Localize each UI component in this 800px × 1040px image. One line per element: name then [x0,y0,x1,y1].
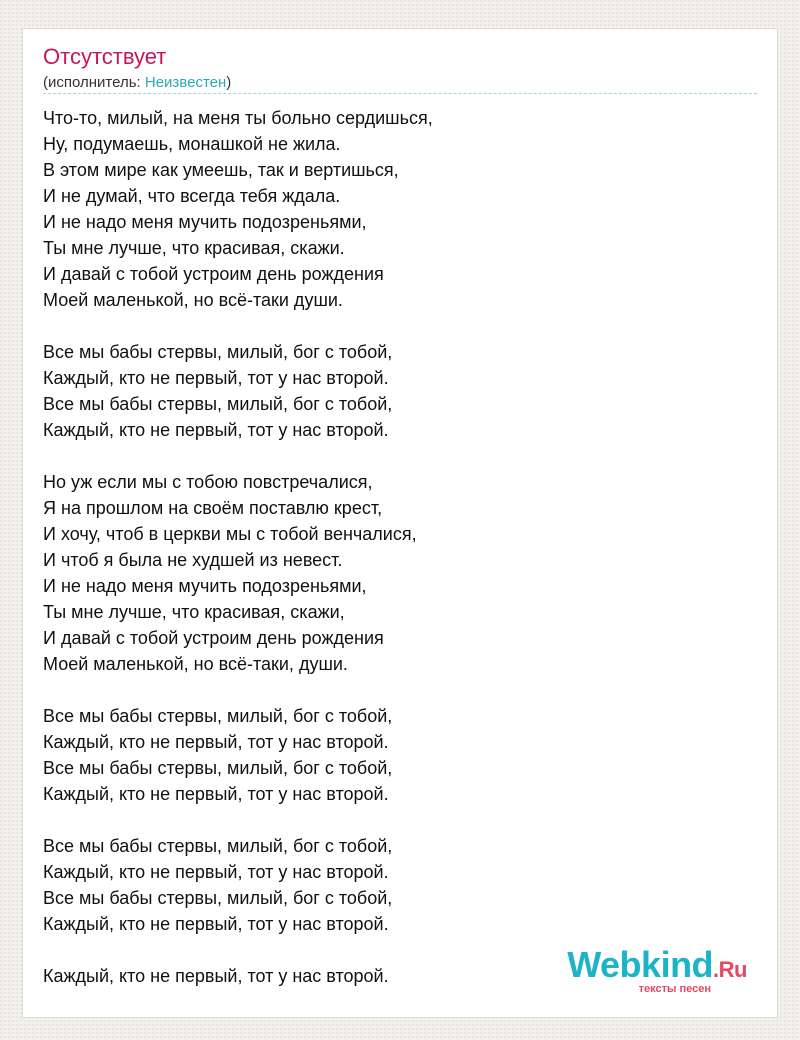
logo-tld: .Ru [713,957,747,982]
lyric-line: Моей маленькой, но всё-таки души. [43,290,343,310]
lyric-line: И чтоб я была не худшей из невест. [43,550,343,570]
lyric-line: Каждый, кто не первый, тот у нас второй. [43,420,389,440]
artist-prefix: (исполнитель: [43,74,145,91]
lyric-line: Каждый, кто не первый, тот у нас второй. [43,914,389,934]
lyric-line: Все мы бабы стервы, милый, бог с тобой, [43,706,393,726]
logo-word: Webkind [567,944,714,985]
lyric-line: И не надо меня мучить подозреньями, [43,212,367,232]
stanza-break [43,443,757,469]
lyric-line: Каждый, кто не первый, тот у нас второй. [43,966,389,986]
lyric-line: Все мы бабы стервы, милый, бог с тобой, [43,836,393,856]
lyric-line: Я на прошлом на своём поставлю крест, [43,498,383,518]
title-divider [43,93,757,94]
artist-link[interactable]: Неизвестен [144,74,227,91]
lyric-line: Что-то, милый, на меня ты больно сердишься, [43,108,433,128]
lyric-line: И не думай, что всегда тебя ждала. [43,186,341,206]
lyric-line: И не надо меня мучить подозреньями, [43,576,367,596]
site-logo[interactable] [547,945,747,995]
lyric-line: Но уж если мы с тобою повстречалися, [43,472,373,492]
artist-line [43,73,231,93]
stanza-break [43,677,757,703]
stanza-break [43,807,757,833]
lyric-line: Моей маленькой, но всё-таки, души. [43,654,348,674]
stanza-break [43,313,757,339]
lyric-line: И давай с тобой устроим день рождения [43,628,384,648]
lyric-line: Ты мне лучше, что красивая, скажи, [43,602,345,622]
lyric-line: Ты мне лучше, что красивая, скажи. [43,238,345,258]
lyric-line: Все мы бабы стервы, милый, бог с тобой, [43,342,393,362]
lyrics-card [22,28,778,1018]
artist-suffix: ) [226,74,232,91]
lyric-line: И хочу, чтоб в церкви мы с тобой венчалися, [43,524,417,544]
lyric-line: Все мы бабы стервы, милый, бог с тобой, [43,394,393,414]
lyric-line: В этом мире как умеешь, так и вертишься, [43,160,399,180]
lyric-line: Каждый, кто не первый, тот у нас второй. [43,368,389,388]
lyrics-body [43,105,757,989]
song-title: Отсутствует [43,44,167,69]
lyric-line: Ну, подумаешь, монашкой не жила. [43,134,341,154]
lyric-line: И давай с тобой устроим день рождения [43,264,384,284]
lyric-line: Все мы бабы стервы, милый, бог с тобой, [43,758,393,778]
lyric-line: Каждый, кто не первый, тот у нас второй. [43,862,389,882]
logo-tagline: тексты песен [638,983,711,995]
lyric-line: Каждый, кто не первый, тот у нас второй. [43,732,389,752]
lyric-line: Каждый, кто не первый, тот у нас второй. [43,784,389,804]
lyric-line: Все мы бабы стервы, милый, бог с тобой, [43,888,393,908]
